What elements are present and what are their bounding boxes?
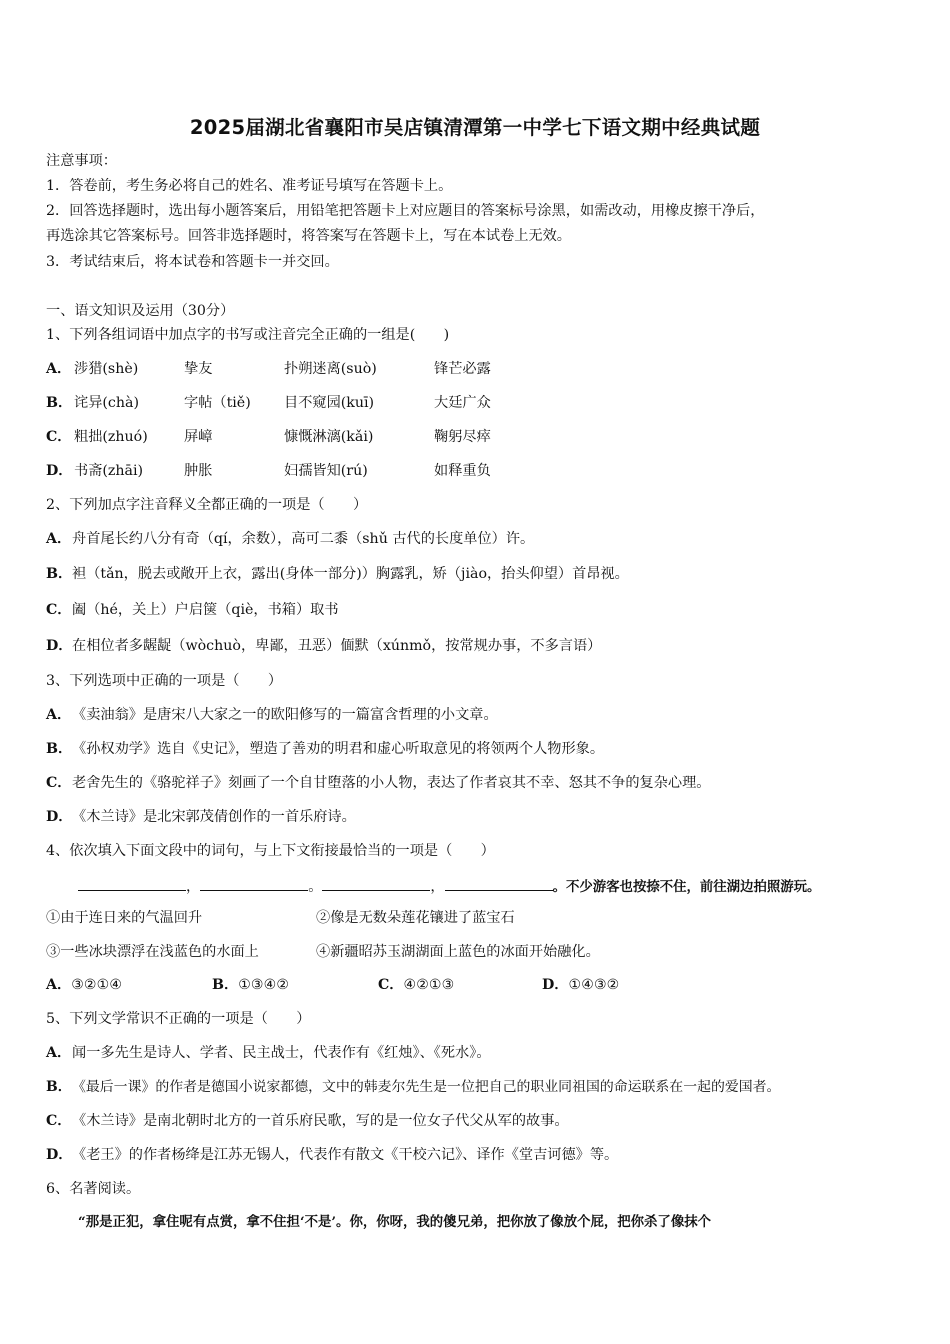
option-row: A．舟首尾长约八分有奇（qí，余数），高可二黍（shǔ 古代的长度单位）许。 (46, 531, 535, 547)
option-cell: 字帖（tiě) (184, 395, 251, 411)
option-row: C．老舍先生的《骆驼祥子》刻画了一个自甘堕落的小人物，表达了作者哀其不幸、怒其不争的复杂心理。 (46, 775, 711, 791)
answer-blank (322, 876, 430, 891)
reading-passage: “那是正犯，拿住呢有点赏，拿不住担‘不是’。你，你呀，我的傻兄弟，把你放了像放个屁，把你杀了像抹个 (78, 1214, 711, 1230)
option-cell: 如释重负 (434, 463, 491, 479)
option-cell: 鞠躬尽瘁 (434, 429, 491, 445)
option-cell: 涉猎(shè) (74, 361, 139, 377)
notice-heading: 注意事项： (46, 153, 117, 169)
page-title: 2025届湖北省襄阳市吴店镇清潭第一中学七下语文期中经典试题 (189, 116, 761, 139)
option-cell: 锋芒必露 (434, 361, 491, 377)
notice-item: 再选涂其它答案标号。回答非选择题时，将答案写在答题卡上，写在本试卷上无效。 (46, 228, 571, 244)
fill-blank-passage: ， 。 ， 。不少游客也按捺不住，前往湖边拍照游玩。 (78, 876, 820, 896)
option-row: D．《老王》的作者杨绛是江苏无锡人，代表作有散文《干校六记》、译作《堂吉诃德》等。 (46, 1147, 619, 1163)
option-row: C．阖（hé，关上）户启箧（qiè，书箱）取书 (46, 602, 339, 618)
sentence-item: ③一些冰块漂浮在浅蓝色的水面上 (46, 944, 259, 960)
option-cell: 挚友 (184, 361, 213, 377)
option-cell: 大廷广众 (434, 395, 491, 411)
option-cell: 妇孺皆知(rú) (284, 463, 368, 479)
choice-item: C．④②①③ (378, 977, 455, 993)
option-row: A．闻一多先生是诗人、学者、民主战士，代表作有《红烛》、《死水》。 (46, 1045, 491, 1061)
sentence-item: ④新疆昭苏玉湖湖面上蓝色的冰面开始融化。 (316, 944, 600, 960)
option-cell: 慷慨淋漓(kǎi) (284, 429, 374, 445)
notice-item: 1．答卷前，考生务必将自己的姓名、准考证号填写在答题卡上。 (46, 178, 453, 194)
option-row: D．《木兰诗》是北宋郭茂倩创作的一首乐府诗。 (46, 809, 356, 825)
answer-blank (445, 876, 553, 891)
question-stem: 5、下列文学常识不正确的一项是（ ） (46, 1011, 311, 1027)
question-stem: 2、下列加点字注音释义全都正确的一项是（ ） (46, 497, 368, 513)
sentence-item: ①由于连日来的气温回升 (46, 910, 203, 926)
question-stem: 3、下列选项中正确的一项是（ ） (46, 673, 283, 689)
notice-item: 3．考试结束后，将本试卷和答题卡一并交回。 (46, 254, 339, 270)
option-cell: 扑朔迷离(suò) (284, 361, 377, 377)
option-cell: 粗拙(zhuó) (74, 429, 148, 445)
option-row: B．《孙权劝学》选自《史记》，塑造了善劝的明君和虚心听取意见的将领两个人物形象。 (46, 741, 605, 757)
option-cell: 书斋(zhāi) (74, 463, 144, 479)
sentence-item: ②像是无数朵莲花镶进了蓝宝石 (316, 910, 515, 926)
choice-item: B．①③④② (212, 977, 290, 993)
option-cell: 肿胀 (184, 463, 213, 479)
choice-item: A．③②①④ (46, 977, 123, 993)
section-heading: 一、语文知识及运用（30分） (46, 303, 235, 319)
option-row: C．《木兰诗》是南北朝时北方的一首乐府民歌，写的是一位女子代父从军的故事。 (46, 1113, 569, 1129)
option-cell: 目不窥园(kuī) (284, 395, 375, 411)
notice-item: 2．回答选择题时，选出每小题答案后，用铅笔把答题卡上对应题目的答案标号涂黑，如需改动，用橡皮擦干净后， (46, 203, 765, 219)
answer-blank (78, 876, 186, 891)
option-row: D．在相位者多龌龊（wòchuò，卑鄙，丑恶）偭默（xúnmǒ，按常规办事，不多言语） (46, 638, 602, 654)
question-stem: 6、名著阅读。 (46, 1181, 141, 1197)
option-row: A．《卖油翁》是唐宋八大家之一的欧阳修写的一篇富含哲理的小文章。 (46, 707, 498, 723)
option-cell: 屏嶂 (184, 429, 213, 445)
question-stem: 4、依次填入下面文段中的词句，与上下文衔接最恰当的一项是（ ） (46, 843, 495, 859)
option-label: C． (46, 429, 72, 445)
answer-blank (200, 876, 308, 891)
option-cell: 诧异(chà) (74, 395, 139, 411)
option-label: B． (46, 395, 73, 411)
option-label: A． (46, 361, 72, 377)
question-stem: 1、下列各组词语中加点字的书写或注音完全正确的一组是( ) (46, 327, 450, 343)
option-row: B．《最后一课》的作者是德国小说家都德，文中的韩麦尔先生是一位把自己的职业同祖国的命运联系在一起的爱国者。 (46, 1079, 781, 1095)
option-label: D． (46, 463, 73, 479)
option-row: B．袒（tǎn，脱去或敞开上衣，露出(身体一部分)）胸露乳，矫（jiào，抬头仰望）首昂视。 (46, 566, 629, 582)
choice-item: D．①④③② (542, 977, 620, 993)
